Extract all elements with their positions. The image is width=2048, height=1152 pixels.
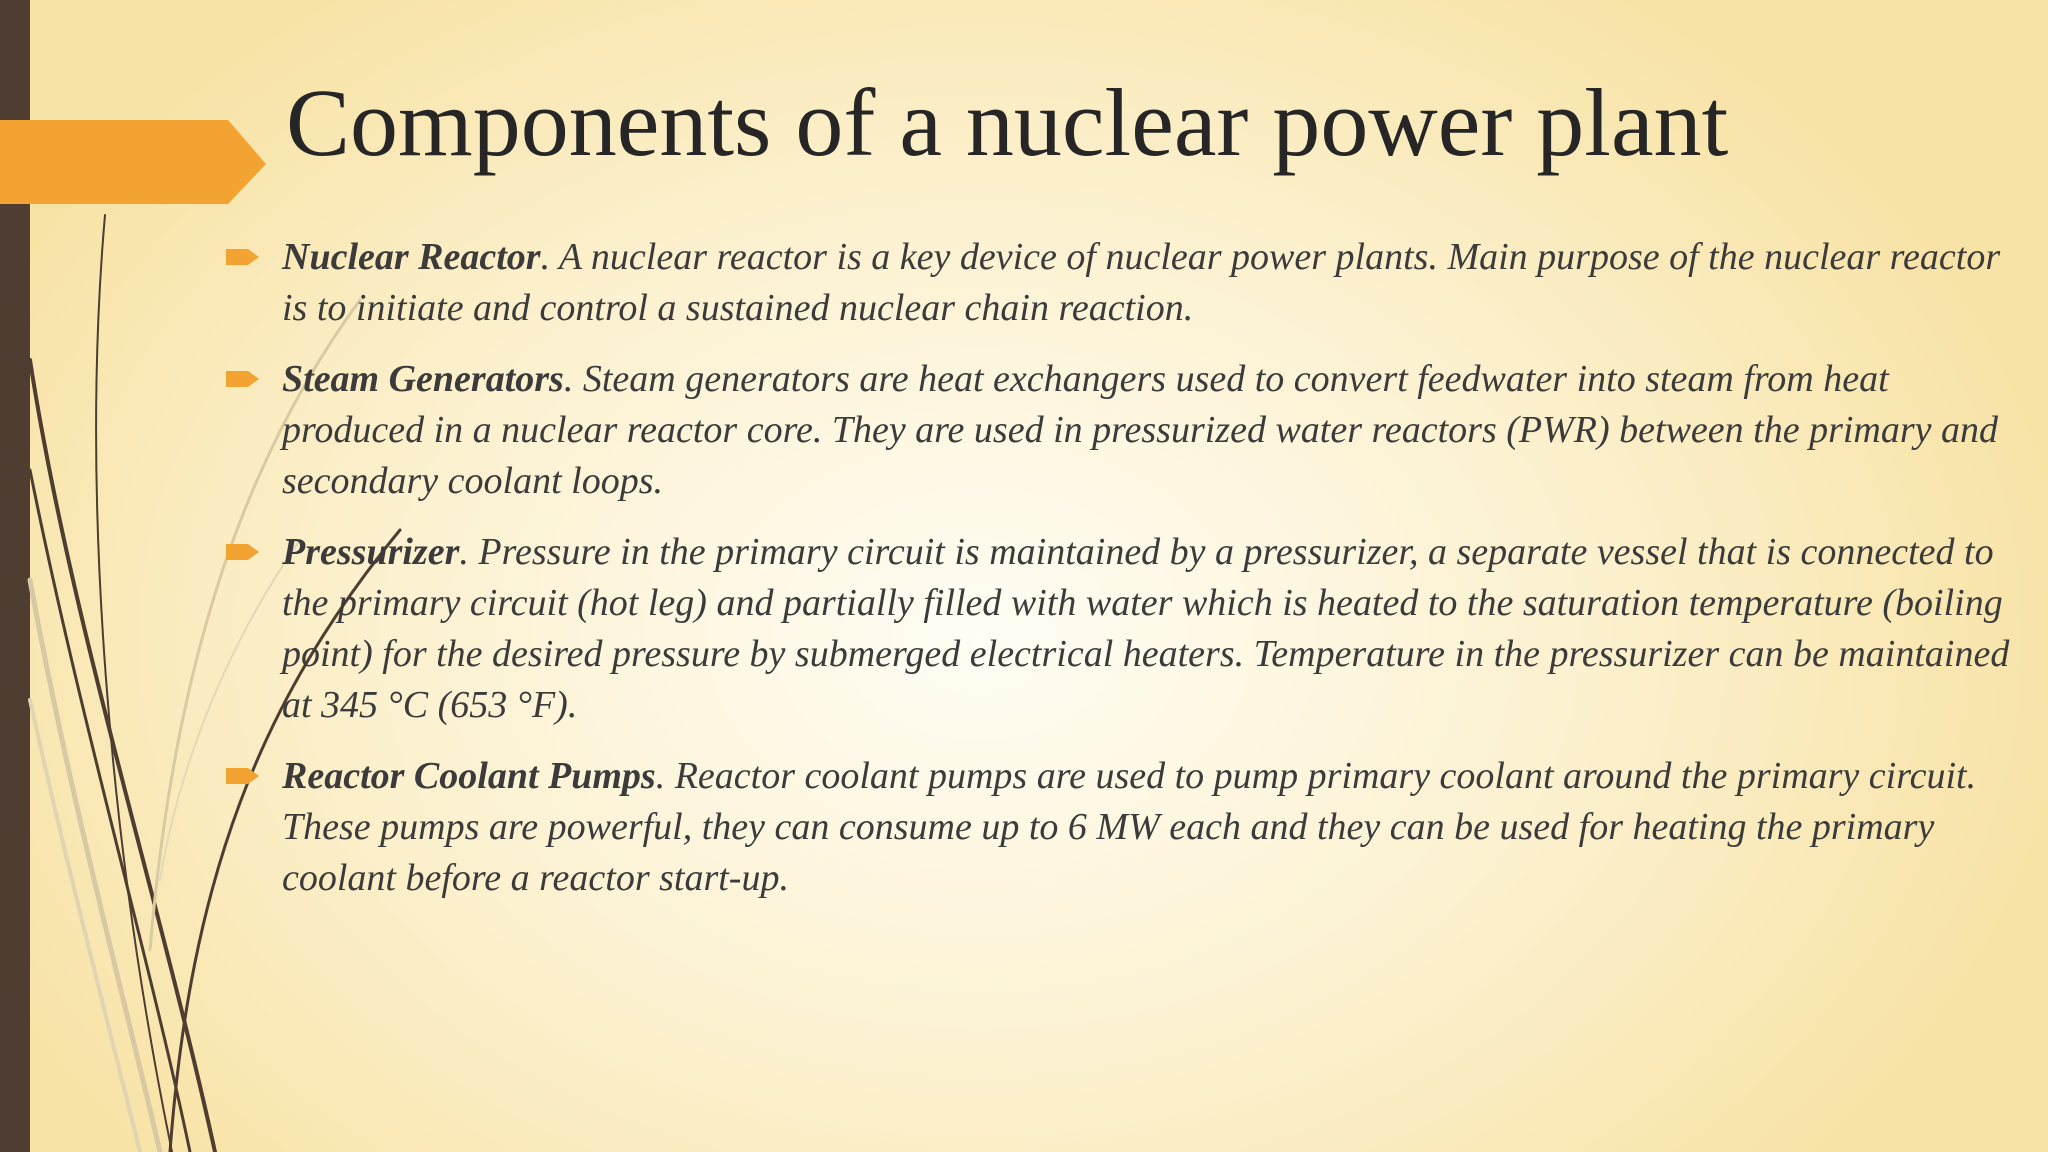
bullet-list xyxy=(226,232,2016,924)
list-item xyxy=(226,354,2016,507)
bullet-text: . Steam generators are heat exchangers used to convert feedwater into steam from heat produced in a nuclear reactor core. They are used in pressurized water reactors (PWR) between the primary and secondary coolant loops. xyxy=(282,358,1999,502)
bullet-text: . A nuclear reactor is a key device of nuclear power plants. Main purpose of the nuclear reactor is to initiate and control a sustained nuclear chain reaction. xyxy=(282,236,2001,329)
bullet-term: Nuclear Reactor xyxy=(282,236,541,278)
bullet-term: Pressurizer xyxy=(282,531,460,573)
arrow-bullet-icon xyxy=(226,368,260,390)
arrow-bullet-icon xyxy=(226,765,260,787)
arrow-bullet-icon xyxy=(226,541,260,563)
arrow-bullet-icon xyxy=(226,246,260,268)
list-item xyxy=(226,232,2016,334)
list-item xyxy=(226,527,2016,731)
bullet-term: Reactor Coolant Pumps xyxy=(282,755,656,797)
page-title: Components of a nuclear power plant xyxy=(286,69,1729,176)
bullet-term: Steam Generators xyxy=(282,358,564,400)
arrow-tab-icon xyxy=(0,0,280,220)
bullet-text: . Pressure in the primary circuit is maintained by a pressurizer, a separate vessel that is connected to the primary circuit (hot leg) and partially filled with water which is heated to the saturation temperature (boiling point) for the desired pressure by submerged electrical heaters. Temperature in the pressurizer can be maintained at 345 °C (653 °F). xyxy=(282,531,2010,726)
bullet-text: . Reactor coolant pumps are used to pump primary coolant around the primary circuit. These pumps are powerful, they can consume up to 6 MW each and they can be used for heating the primary coolant before a reactor start-up. xyxy=(282,755,1977,899)
list-item xyxy=(226,751,2016,904)
